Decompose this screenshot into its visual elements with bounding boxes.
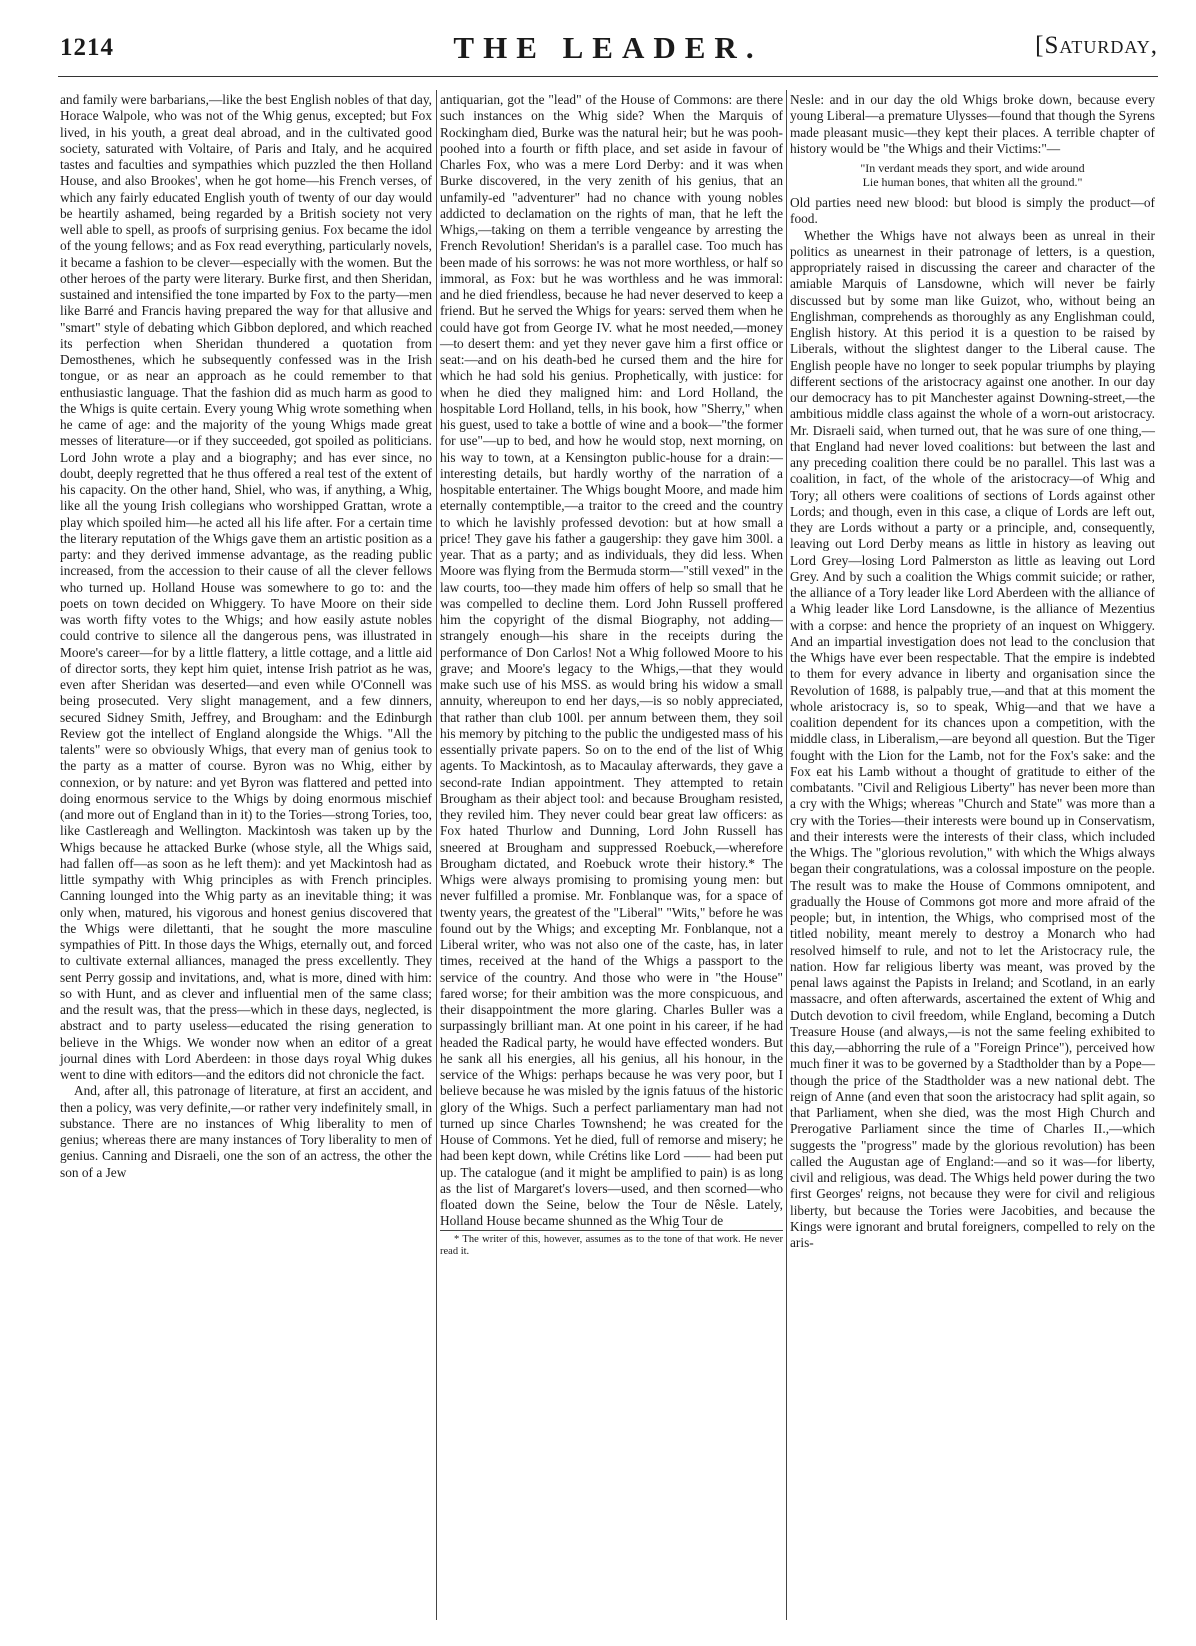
page-number: 1214: [60, 34, 114, 61]
verse-quotation: [790, 161, 1155, 189]
paragraph: antiquarian, got the "lead" of the House of Commons: are there such instances on the Whig side? When the Marquis of Rockingham died, Burke was the natural heir; but he was pooh-poohed into a fourth or fifth place, and set aside in favour of Charles Fox, who was a mere Lord Derby: and it was when Burke discovered, in the very zenith of his genius, that an unfamily-ed "adventurer" had no chance with young nobles addicted to declamation on the rights of man, that he left the Whigs,—taking on them a terrible vengeance by arresting the French Revolution! Sheridan's is a parallel case. Too much has been made of his sorrows: he was not more worthless, or half so immoral, as Fox: but he was worthless and he was immoral: and he died friendless, because he had never deserved to keep a friend. But he served the Whigs for years: served them when he could have got from George IV. what he most needed,—money—to desert them: and yet they never gave him a first office or seat:—and on his death-bed he cursed them and the hire for which he had sold his genius. Prophetically, with justice: for when he died they maligned him: and Lord Holland, the hospitable Lord Holland, tells, in his book, how "Sherry," when his guest, used to take a bottle of wine and a book—"the former for use"—up to bed, and how he would stop, next morning, on his way to town, at a Kensington public-house for a drain:—interesting details, but hardly worthy of the narration of a hospitable entertainer. The Whigs bought Moore, and made him eternally contemptible,—a traitor to the creed and the country to which he lavishly professed devotion: but at how small a price! They gave his father a gaugership: they gave him 300l. a year. That as a party; and as individuals, they did less. When Moore was flying from the Bermuda storm—"still vexed" in the law courts, too—they made him offers of help so small that he was compelled to decline them. Lord John Russell proffered him the copyright of the dismal Biography, not adding—strangely enough—his share in the receipts during the performance of Don Carlos! Not a Whig followed Moore to his grave; and Moore's legacy to the Whigs,—that they would make such use of his MSS. as would bring his widow a small annuity, whereupon to end her days,—is so nobly appreciated, that rather than club 100l. per annum between them, they soil his memory by pitching to the public the undigested mass of his essentially private papers. So on to the end of the list of Whig agents. To Mackintosh, as to Macaulay afterwards, they gave a second-rate Indian appointment. They attempted to retain Brougham as their abject tool: and because Brougham resisted, they reviled him. They never could bear great law officers: as Fox hated Thurlow and Dunning, Lord John Russell has sneered at Brougham and suppressed Roebuck,—wherefore Brougham dictated, and Roebuck wrote their history.* The Whigs were always promising to promising young men: but never fulfilled a promise. Mr. Fonblanque was, for a space of twenty years, the greatest of the "Liberal" "Wits," before he was found out by the Whigs; and excepting Mr. Fonblanque, not a Liberal writer, who was not also one of the caste, has, in later times, received at the hand of the Whigs a passport to the service of the country. And those who were in "the House" fared worse; for their ambition was the more conspicuous, and their disappointment the more glaring. Charles Buller was a surpassingly brilliant man. At one point in his career, if he had headed the Radical party, he would have effected wonders. But he sank all his energies, all his genius, all his honour, in the service of the Whigs: perhaps because he was very poor, but I believe because he was misled by the ignis fatuus of the historic glory of the Whigs. Such a perfect parliamentary man had not turned up since Charles Townshend; he was created for the House of Commons. Yet he died, full of remorse and misery; he had been kept down, while Crétins like Lord —— had been put up. The catalogue (and it might be amplified to pain) is as long as the list of Margaret's lovers—used, and then scorned—who floated down the Seine, below the Tour de Nêsle. Lately, Holland House became shunned as the Whig Tour de: [440, 92, 783, 1229]
paragraph: And, after all, this patronage of literature, at first an accident, and then a policy, was very definite,—or rather very indefinitely small, in substance. There are no instances of Whig liberality to men of genius; whereas there are many instances of Tory liberality to men of genius. Canning and Disraeli, one the son of an actress, the other the son of a Jew: [60, 1083, 432, 1180]
paragraph: Old parties need new blood: but blood is simply the product—of food.: [790, 195, 1155, 227]
article-column-3: [790, 92, 1155, 1251]
column-divider: [786, 90, 787, 1620]
quote-line: "In verdant meads they sport, and wide around: [860, 161, 1085, 175]
footnote: * The writer of this, however, assumes as to the tone of that work. He never read it.: [440, 1230, 783, 1259]
quote-line: Lie human bones, that whiten all the ground.": [862, 175, 1083, 189]
issue-day: [Saturday,: [1035, 32, 1158, 59]
paragraph: Whether the Whigs have not always been as unreal in their politics as unearnest in their patronage of letters, is a question, appropriately raised in discussing the career and character of the amiable Marquis of Lansdowne, which will never be fairly discussed but by some man like Guizot, who, without being an Englishman, comprehends as thoroughly as any Englishman could, English history. At this period it is a question to be raised by Liberals, without the slightest danger to the Liberal cause. The English people have no longer to seek popular triumphs by playing different sections of the aristocracy against one another. In our day our democracy has to pit Manchester against Downing-street,—the ambitious middle class against the whole of a worn-out aristocracy. Mr. Disraeli said, when turned out, that he was sure of one thing,—that England had never loved coalitions: but between the last and any preceding coalition there could be no parallel. This last was a coalition, in fact, of the whole of the aristocracy—of Whig and Tory; all others were coalitions of sections of Lords against other Lords; and though, even in this case, a clique of Lords are left out, they are Lords without a party or a principle, and, consequently, leaving out Lord Derby means as little in history as leaving out Lord Grey—losing Lord Palmerston as little as leaving out Lord Grey. And by such a coalition the Whigs commit suicide; or rather, the alliance of a Tory leader like Lord Aberdeen with the alliance of a Whig leader like Lord Lansdowne, is the alliance of Mezentius with a corpse: and hence the propriety of an inquest on Whiggery. And an impartial investigation does not lead to the conclusion that the Whigs have ever been respectable. That the empire is indebted to them for every advance in liberty and organisation since the Revolution of 1688, is palpably true,—and that at this moment the whole aristocracy is, so to speak, Whig—and that we have a coalition dependent for its chances upon a competition, with the middle class, in Liberalism,—are beyond all question. But the Tiger fought with the Lion for the Lamb, not for the Fox's sake: and the Fox eat his Lamb without a thought of gratitude to either of the combatants. "Civil and Religious Liberty" has never been more than a cry with the Whigs; whereas "Church and State" was more than a cry with the Tories—their interests were bound up in Conservatism, and their interests were the interests of their class, which included the Whigs. The "glorious revolution," with which the Whigs always began their congratulations, was a colossal imposture on the people. The result was to make the House of Commons omnipotent, and gradually the House of Commons got more and more afraid of the people; but, in intention, the Whigs, who comprised most of the titled nobility, meant merely to destroy a Monarch who had resolved himself to rule, and not to let the Aristocracy rule, the nation. How far religious liberty was meant, was proved by the penal laws against the Papists in Ireland; and Scotland, in an early massacre, and often afterwards, ascertained the extent of Whig and Dutch devotion to civil freedom, while England, becoming a Dutch Treasure House (and always,—is not the same feeling exhibited to this day,—abhorring the rule of a "Foreign Prince"), perceived how much finer it was to be governed by a Stadtholder than by a Pope—though the price of the Stadtholder was a new national debt. The reign of Anne (and even that soon the aristocracy had split again, so that Parliament, when she died, was the most High Church and Prerogative Parliament since the time of Charles II.,—which suggests the "progress" made by the glorious revolution) has been called the Augustan age of England:—and so it was—for liberty, civil and religious, was dead. The Whigs held power during the two first Georges' reigns, not because they were for civil and religious liberty, but because the Tories were Jacobities, and because the Kings were ignorant and brutal foreigners, compelled to rely on the aris-: [790, 227, 1155, 1250]
masthead: [58, 28, 1158, 70]
paragraph: and family were barbarians,—like the best English nobles of that day, Horace Walpole, who was not of the Whig genus, excepted; but Fox lived, in his youth, a great deal abroad, and in the cultivated good society, saturated with Voltaire, of Paris and Italy, and he acquired tastes and faculties and sympathies which puzzled the then Holland House, and also Brookes', when he got home—his French verses, of which any fairly educated English youth of twenty of our day would be heartily ashamed, being regarded by a British society not very well able to spell, as proofs of surprising genius. Fox became the idol of the young fellows; and as Fox read everything, particularly novels, it became a fashion to be clever—especially with the women. But the other heroes of the party were literary. Burke first, and then Sheridan, sustained and intensified the tone imparted by Fox to the party—men like Barré and Francis having prepared the way for that allusive and "smart" style of debating which Gibbon deplored, and which reached its perfection when Sheridan thundered a quotation from Demosthenes, which he subsequently confessed was in the Irish tongue, or as near an approach as he could remember to that enthusiastic language. That the fashion did as much harm as good to the Whigs is quite certain. Every young Whig wrote something when he came of age: and the majority of the young Whigs made great messes of literature—or if they succeeded, got spoiled as politicians. Lord John wrote a play and a biography; and has ever since, no doubt, deeply regretted that he thus offered a real test of the extent of his capacity. On the other hand, Shiel, who was, if anything, a Whig, like all the young Irish collegians who worshipped Grattan, wrote a play which spoiled him—he acted all his life after. For a certain time the literary reputation of the Whigs gave them an artistic position as a party: and they derived immense advantage, as the reading public increased, from the accession to their cause of all the clever fellows who turned up. Holland House was somewhere to go to: and the poets on town decided on Whiggery. To have Moore on their side was worth fifty votes to the Whigs; and how easily astute nobles could contrive to silence all the dangerous pens, was illustrated in Moore's career—for by a little flattery, a little cottage, and a little aid of director sorts, they kept him quiet, intense Irish patriot as he was, even after Sheridan was deserted—and even while O'Connell was being prosecuted. Very slight management, and a few dinners, secured Sidney Smith, Jeffrey, and Brougham: and the Edinburgh Review got the intellect of England alongside the Whigs. "All the talents" were so obviously Whigs, that every man of genius took to the party as a matter of course. Byron was no Whig, either by connexion, or by nature: and yet Byron was flattered and petted into doing enormous service to the Whigs by doing enormous mischief (and more out of England than in it) to the Tories—strong Tories, too, like Castlereagh and Wellington. Mackintosh was taken up by the Whigs because he attacked Burke (whose style, all the Whigs said, had fallen off—as soon as he left them): and yet Mackintosh had as little sympathy with Whig principles as with French principles. Canning lounged into the Whig party as an inevitable thing; it was only when, matured, his vigorous and honest genius discovered that the Whigs were dilettanti, that he sought the more masculine sympathies of Pitt. In those days the Whigs, eternally out, and forced to cultivate external alliances, managed the press excellently. They sent Perry gossip and invitations, and, what is more, dined with him: so with Hunt, and as clever and influential men of the same class; and the result was, that the press—which in these days, neglected, is abstract and to party useless—educated the rising generation to believe in the Whigs. We wonder now when an editor of a great journal dines with Lord Aberdeen: in those days royal Whig dukes went to dine with editors—and the editors did not chronicle the fact.: [60, 92, 432, 1082]
header-rule: [58, 76, 1158, 77]
article-column-1: [60, 92, 432, 1181]
paragraph: Nesle: and in our day the old Whigs broke down, because every young Liberal—a premature Ulysses—found that though the Syrens made pleasant music—they kept their places. A terrible chapter of history would be "the Whigs and their Victims:"—: [790, 92, 1155, 156]
newspaper-title: THE LEADER.: [453, 30, 763, 65]
article-column-2: [440, 92, 783, 1259]
column-divider: [436, 90, 437, 1620]
